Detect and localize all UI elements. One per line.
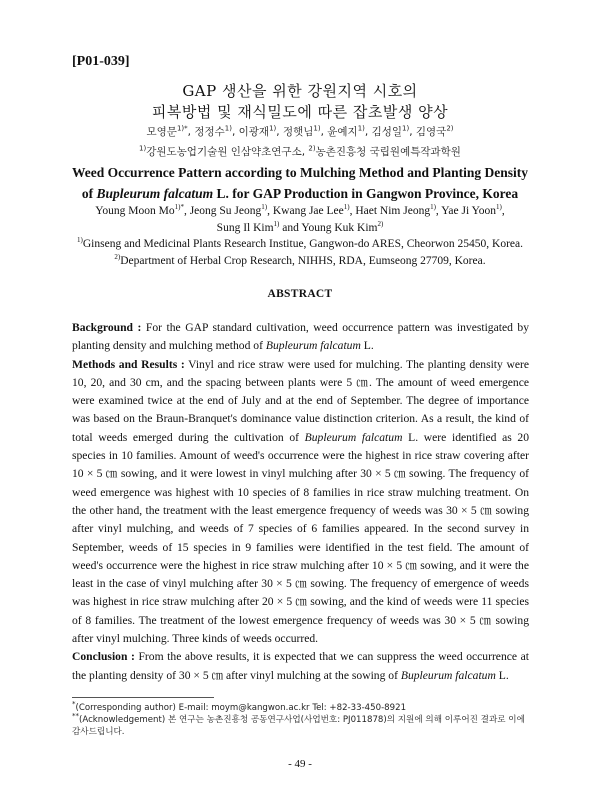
affil-marker: 2) (114, 253, 121, 262)
author-marker: 1) (224, 124, 232, 133)
korean-authors: 모영문$^{1)*}$, 정정수$^{1)}$, 이광재$^{1)}$, 정햇님$^{1)}$, 윤예지$^{1)}$, 김성일$^{1)}$, 김영국$^{2)}$ (146, 124, 454, 138)
affiliation-text: Department of Herbal Crop Research, NIHHS, RDA, Eumseong 27709, Korea. (120, 255, 486, 267)
background-paragraph (72, 319, 529, 356)
text-run: For the GAP standard cultivation, weed occurrence pattern was investigated by planting density and mulching method of (72, 321, 530, 353)
author-name: 정햇님 (282, 126, 314, 138)
methods-label: Methods and Results : (72, 357, 185, 371)
author-name: Kwang Jae Lee (272, 205, 344, 217)
text-run: L. (495, 668, 509, 682)
background-text (72, 321, 529, 352)
korean-title-line-2: 피복방법 및 재식밀도에 따른 잡초발생 양상 (151, 103, 449, 121)
methods-text (72, 358, 529, 645)
korean-affiliation-1: 강원도농업기술원 인삼약초연구소, (146, 146, 306, 158)
text-run: From the above results, it is expected that we can suppress the weed occurrence at the planting density of 30 × 5 ㎝ after vinyl mulching at the sowing of (72, 650, 530, 682)
footnote-text: (Corresponding author) E-mail: moym@kangwon.ac.kr Tel: +82-33-450-8921 (75, 703, 407, 713)
abstract-body (72, 319, 529, 685)
korean-affiliations (0, 144, 600, 159)
author-marker: 1) (261, 203, 268, 212)
english-affiliation-1 (0, 238, 600, 250)
author-marker: 1) (343, 203, 350, 212)
author-marker: 1)* (174, 203, 184, 212)
conclusion-paragraph (72, 648, 529, 685)
abstract-heading: ABSTRACT (267, 288, 333, 300)
affil-marker: 1) (77, 236, 83, 245)
species-name: Bupleurum falcatum (265, 339, 361, 353)
author-name: 김성일 (371, 126, 402, 138)
author-name: 정정수 (194, 126, 225, 138)
author-marker: 2) (377, 220, 384, 229)
author-name: Haet Nim Jeong (355, 205, 431, 217)
footnote-divider (72, 697, 214, 698)
author-marker: 1) (430, 203, 436, 212)
author-name: 윤예지 (327, 126, 358, 138)
author-marker: 1) (273, 220, 280, 229)
conclusion-label: Conclusion : (72, 650, 135, 664)
author-marker: 1) (269, 124, 277, 133)
korean-title-line-1: GAP 생산을 위한 강원지역 시호의 (182, 82, 418, 100)
author-marker: 1) (496, 203, 502, 212)
text-run: L. were identified as 20 species in 10 families. Amount of weed's occurrence were the highest in rice straw covering after 10 × 5 ㎝ sowing, and it were lowest in vinyl mulching after 30 × 5 ㎝ sowing. The frequency of weed emergence was highest with 10 species of 8 families in rice straw mulching treatment. On the other hand, the treatment with the least emergence frequency of weeds was 30 × 5 ㎝ sowing after vinyl mulching, and weeds of 7 species of 6 families appeared. In the second survey in September, weeds of 15 species in 9 families were identified in the test field. The amount of weed's occurrence were the highest in rice straw mulching after 10 × 5 ㎝ sowing, and it were the least in the case of vinyl mulching after 30 × 5 ㎝ sowing. The frequency of emergence of weeds was highest in rice straw mulching after 20 × 5 ㎝ sowing, and the kind of weeds were 11 species of 8 families. The treatment of the lowest emergence frequency of weeds was 30 × 5 ㎝ sowing after vinyl mulching. Three kinds of weeds occurred. (72, 430, 530, 646)
author-marker: 1) (402, 124, 410, 133)
author-name: Young Moon Mo (95, 205, 175, 217)
text-run: L. (360, 339, 374, 353)
background-label: Background : (72, 321, 142, 334)
species-name: Bupleurum falcatum (400, 668, 496, 682)
english-title-line-2 (0, 186, 600, 202)
footnote-marker: ** (72, 712, 79, 721)
english-title-line-1: Weed Occurrence Pattern according to Mulching Method and Planting Density (71, 165, 529, 180)
abstract-code: [P01-039] (72, 54, 130, 69)
methods-paragraph (72, 356, 529, 649)
author-marker: 1) (313, 124, 321, 133)
author-marker: 1) (357, 124, 365, 133)
species-name: Bupleurum falcatum (96, 186, 214, 201)
footnote-text: (Acknowledgement) 본 연구는 농촌진흥청 공동연구사업(사업번호: PJ011878)의 지원에 의해 이루어진 결과로 이에 감사드립니다. (72, 715, 525, 737)
author-marker: 2) (446, 124, 454, 133)
page-number: - 49 - (288, 758, 312, 770)
footnote-acknowledgement (72, 714, 532, 738)
affiliation-text: Ginseng and Medicinal Plants Research Institue, Gangwon-do ARES, Cheorwon 25450, Korea. (82, 238, 523, 250)
author-name: 모영문 (146, 126, 177, 138)
author-name: Young Kuk Kim (301, 222, 378, 234)
footnote-marker: * (72, 700, 76, 709)
title-prefix: of (81, 186, 97, 201)
author-name: Sung Il Kim (216, 222, 274, 234)
author-name: 이광재 (238, 126, 270, 138)
author-name: Jeong Su Jeong (189, 205, 262, 217)
author-marker: 1)* (176, 124, 188, 133)
english-authors-line-2: Sung Il Kim$^{1)}$ and Young Kuk Kim$^{2)}$ (216, 220, 384, 234)
footnote-corresponding (72, 702, 532, 714)
korean-affiliation-2: 농촌진흥청 국립원예특작과학원 (315, 146, 461, 158)
conclusion-text (72, 650, 529, 681)
affil-marker: 2) (308, 144, 316, 153)
english-authors-line-1: Young Moon $Mo^{1)*}$, Jeong Su Jeong$^{1)}$, Kwang Jae Lee$^{1)}$, Haet Nim Jeong$^{1)}$, Yae Ji Yoon$^{1)}$, (95, 203, 505, 217)
text-run: Vinyl and rice straw were used for mulching. The planting density were 10, 20, and 30 cm, and the spacing between plants were 5 ㎝. The amount of weed emergence were examined twice at the end of July and at the end of September. The degree of importance was based on the Braun-Branquet's dominance value distinction criterion. As a result, the kind of total weeds emerged during the cultivation of (72, 357, 529, 444)
species-name: Bupleurum falcatum (304, 430, 403, 444)
english-affiliation-2 (0, 255, 600, 267)
author-name: Yae Ji Yoon (441, 205, 497, 217)
author-name: 김영국 (415, 126, 447, 138)
affil-marker: 1) (139, 144, 147, 153)
title-suffix: L. for GAP Production in Gangwon Province, Korea (213, 186, 519, 201)
